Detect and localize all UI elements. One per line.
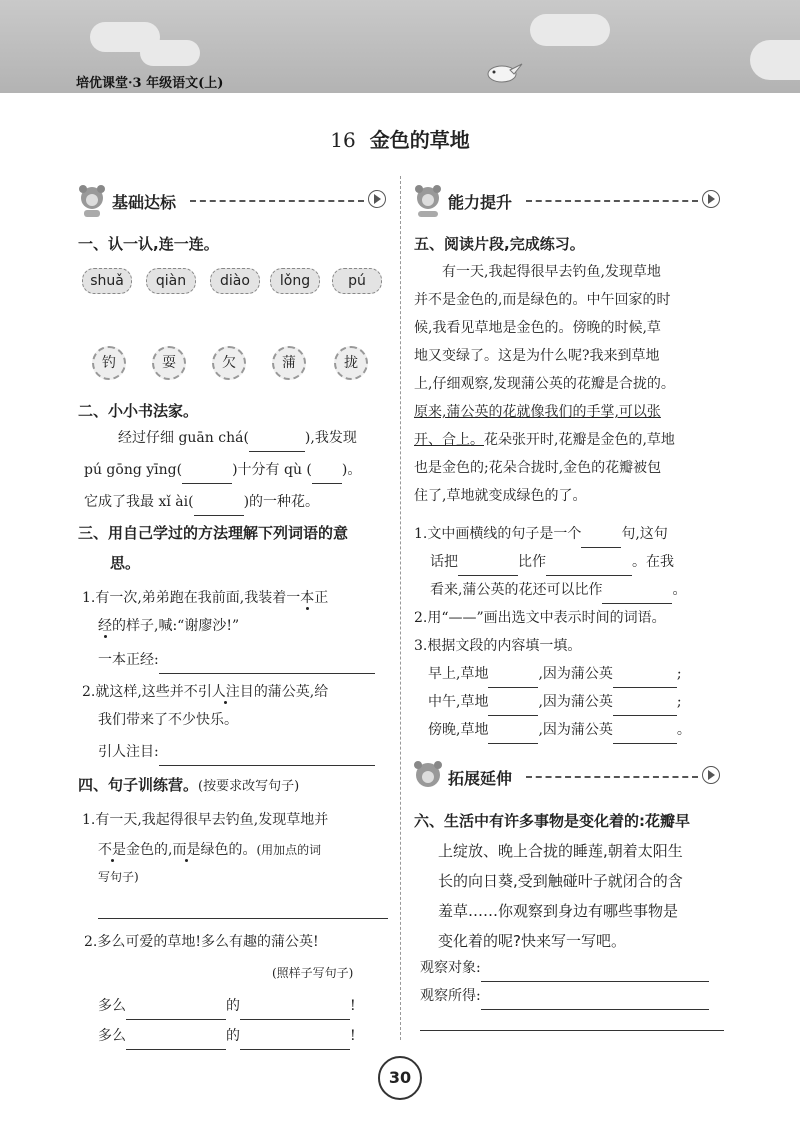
- text: pú gōng yīng(: [84, 462, 183, 478]
- text: ,因为蒲公英: [538, 666, 613, 682]
- underlined-sentence: 原来,蒲公英的花就像我们的手掌,可以张: [414, 404, 661, 420]
- text: ),我发现: [304, 430, 357, 446]
- answer-blank[interactable]: [194, 515, 244, 516]
- passage-line: 并不是金色的,而是绿色的。中午回家的时: [414, 292, 671, 308]
- q4-item2-note: (照样子写句子): [272, 966, 354, 980]
- answer-blank[interactable]: [182, 483, 232, 484]
- pinyin-card[interactable]: pú: [332, 268, 382, 294]
- q3-answer2: [98, 738, 375, 766]
- section-header-ability: [412, 184, 720, 220]
- dash-line: [526, 200, 698, 202]
- q4-fill-row: [98, 1022, 356, 1050]
- text: 绿色的。: [200, 842, 257, 858]
- text: 傍晚,草地: [428, 722, 489, 738]
- section-header-basic: [76, 184, 386, 220]
- text: 多么: [98, 998, 126, 1014]
- character-card[interactable]: 耍: [152, 346, 186, 380]
- q6-line: 羞草……你观察到身边有哪些事物是: [438, 902, 679, 920]
- bear-mascot-icon: [412, 760, 444, 794]
- text: 中午,草地: [428, 694, 489, 710]
- character-card[interactable]: 蒲: [272, 346, 306, 380]
- pinyin-card[interactable]: shuǎ: [82, 268, 132, 294]
- label: 观察所得:: [420, 988, 481, 1004]
- underlined-sentence: 开、合上。: [414, 432, 484, 448]
- text: 句,这句: [621, 526, 668, 542]
- play-icon: [702, 766, 720, 784]
- q6-line: 上绽放、晚上合拢的睡莲,朝着太阳生: [438, 842, 683, 860]
- q4-item1-cont: [98, 836, 321, 864]
- q6-line: 变化着的呢?快来写一写吧。: [438, 932, 626, 950]
- text: 2.就这样,这些并不: [82, 684, 198, 700]
- book-title: 培优课堂·3 年级语文(上): [76, 76, 224, 91]
- text: 的: [226, 998, 240, 1014]
- q6-title: 六、生活中有许多事物是变化着的:花瓣早: [414, 812, 691, 830]
- q4-item1: 1.有一天,我起得很早去钓鱼,发现草地并: [82, 812, 329, 828]
- section-header-extend: [412, 760, 720, 796]
- answer-blank[interactable]: [240, 1049, 350, 1050]
- answer-line[interactable]: [481, 1009, 709, 1010]
- q6-object-row: [420, 954, 709, 982]
- answer-blank[interactable]: [613, 743, 677, 744]
- q4-fill-row: [98, 992, 356, 1020]
- text: 的蒲公英,给: [253, 684, 329, 700]
- q6-gain-row: [420, 982, 709, 1010]
- text: 金色的,: [126, 842, 173, 858]
- text: 的样子,喊:“谢廖沙!”: [112, 618, 240, 634]
- lesson-name: 金色的草地: [369, 128, 470, 152]
- q4-item1-note: 写句子): [98, 870, 139, 884]
- text: 比作: [518, 554, 546, 570]
- q2-title: 二、小小书法家。: [78, 402, 199, 420]
- q4-title-row: [78, 774, 299, 795]
- text: 。: [672, 582, 687, 598]
- text: 1.文中画横线的句子是一个: [414, 526, 582, 542]
- text: !: [350, 1028, 356, 1044]
- q5-s1-cont2: [430, 576, 686, 604]
- text: )的一种花。: [243, 494, 320, 510]
- answer-blank[interactable]: [126, 1019, 226, 1020]
- text: )十分有 qù (: [232, 462, 312, 478]
- lesson-number: 16: [330, 128, 356, 152]
- section-title: 拓展延伸: [448, 769, 513, 788]
- q5-row: [428, 716, 691, 744]
- text: ,因为蒲公英: [538, 722, 613, 738]
- answer-blank[interactable]: [249, 451, 305, 452]
- bird-icon: [484, 60, 524, 84]
- cloud-decoration: [750, 40, 800, 80]
- answer-blank[interactable]: [240, 1019, 350, 1020]
- answer-blank[interactable]: [312, 483, 342, 484]
- dotted-word: 而是: [172, 842, 201, 858]
- q4-item2: 2.多么可爱的草地!多么有趣的蒲公英!: [84, 934, 319, 950]
- text: 1.有一次,弟弟跑在我前面,我装着: [82, 590, 287, 606]
- answer-line[interactable]: [159, 765, 375, 766]
- q5-s1-cont: [430, 548, 674, 576]
- text: 多么: [98, 1028, 126, 1044]
- q3-answer1: [98, 646, 375, 674]
- dash-line: [190, 200, 364, 202]
- section-title: 能力提升: [448, 193, 513, 212]
- bear-mascot-icon: [412, 184, 444, 218]
- q2-line: [118, 424, 357, 452]
- dotted-word: 一本正: [286, 590, 329, 606]
- q5-title: 五、阅读片段,完成练习。: [414, 235, 585, 253]
- q3-title-cont: 思。: [110, 554, 141, 572]
- dotted-word: 引人注目: [197, 684, 254, 700]
- header-banner: [0, 0, 800, 93]
- dotted-word: 经: [98, 618, 112, 634]
- note: (用加点的词: [256, 843, 322, 857]
- passage-line: 候,我看见草地是金色的。傍晚的时候,草: [414, 320, 661, 336]
- passage-line: 花朵张开时,花瓣是金色的,草地: [484, 432, 675, 448]
- q5-s2: 2.用“——”画出选文中表示时间的词语。: [414, 610, 666, 626]
- q5-row: [428, 688, 682, 716]
- answer-line[interactable]: [98, 918, 388, 919]
- label: 引人注目:: [98, 744, 159, 760]
- q1-title: 一、认一认,连一连。: [78, 235, 219, 253]
- text: )。: [341, 462, 362, 478]
- text: 。: [676, 722, 691, 738]
- lesson-title: [0, 124, 800, 153]
- q6-line: 长的向日葵,受到触碰叶子就闭合的含: [438, 872, 683, 890]
- text: !: [350, 998, 356, 1014]
- q3-item1: [82, 584, 328, 612]
- cloud-decoration: [140, 40, 200, 66]
- passage-line: 上,仔细观察,发现蒲公英的花瓣是合拢的。: [414, 376, 675, 392]
- label: 观察对象:: [420, 960, 481, 976]
- text: ,因为蒲公英: [538, 694, 613, 710]
- dotted-word: 不是: [98, 842, 126, 858]
- play-icon: [368, 190, 386, 208]
- cloud-decoration: [530, 14, 610, 46]
- label: 一本正经:: [98, 652, 159, 668]
- text: ;: [676, 694, 682, 710]
- q6-prompt: [414, 806, 690, 956]
- answer-line[interactable]: [159, 673, 375, 674]
- section-title: 基础达标: [112, 193, 177, 212]
- text: 。在我: [632, 554, 674, 570]
- answer-blank[interactable]: [488, 743, 538, 744]
- pinyin-card[interactable]: diào: [210, 268, 260, 294]
- text: ;: [676, 666, 682, 682]
- q2-line: [84, 488, 319, 516]
- q4-title: 四、句子训练营。: [78, 776, 199, 794]
- page-number: 30: [378, 1056, 422, 1100]
- text: 的: [226, 1028, 240, 1044]
- text: 看来,蒲公英的花还可以比作: [430, 582, 603, 598]
- play-icon: [702, 190, 720, 208]
- pinyin-card[interactable]: lǒng: [270, 268, 320, 294]
- passage-line: 也是金色的;花朵合拢时,金色的花瓣被包: [414, 460, 662, 476]
- answer-blank[interactable]: [126, 1049, 226, 1050]
- q3-item2-cont: 我们带来了不少快乐。: [98, 712, 238, 728]
- q3-item1-cont: [98, 612, 239, 640]
- bear-mascot-icon: [76, 184, 108, 218]
- reading-passage: [414, 258, 724, 510]
- text: 早上,草地: [428, 666, 489, 682]
- text: 经过仔细 guān chá(: [118, 430, 249, 446]
- text: 话把: [430, 554, 458, 570]
- column-divider: [400, 176, 401, 1040]
- passage-line: 住了,草地就变成绿色的了。: [414, 488, 587, 504]
- q5-row: [428, 660, 682, 688]
- q5-s1: [414, 520, 668, 548]
- q3-title: 三、用自己学过的方法理解下列词语的意: [78, 524, 349, 542]
- q5-s3: 3.根据文段的内容填一填。: [414, 638, 582, 654]
- answer-line[interactable]: [420, 1030, 724, 1031]
- pinyin-card[interactable]: qiàn: [146, 268, 196, 294]
- passage-line: 地又变绿了。这是为什么呢?我来到草地: [414, 348, 660, 364]
- character-card[interactable]: 拢: [334, 346, 368, 380]
- character-card[interactable]: 欠: [212, 346, 246, 380]
- dash-line: [526, 776, 698, 778]
- text: 它成了我最 xǐ ài(: [84, 494, 194, 510]
- passage-line: 有一天,我起得很早去钓鱼,发现草地: [442, 264, 661, 280]
- character-card[interactable]: 钓: [92, 346, 126, 380]
- q2-line: [84, 456, 361, 484]
- q3-item2: [82, 678, 328, 706]
- q4-note: (按要求改写句子): [198, 779, 300, 794]
